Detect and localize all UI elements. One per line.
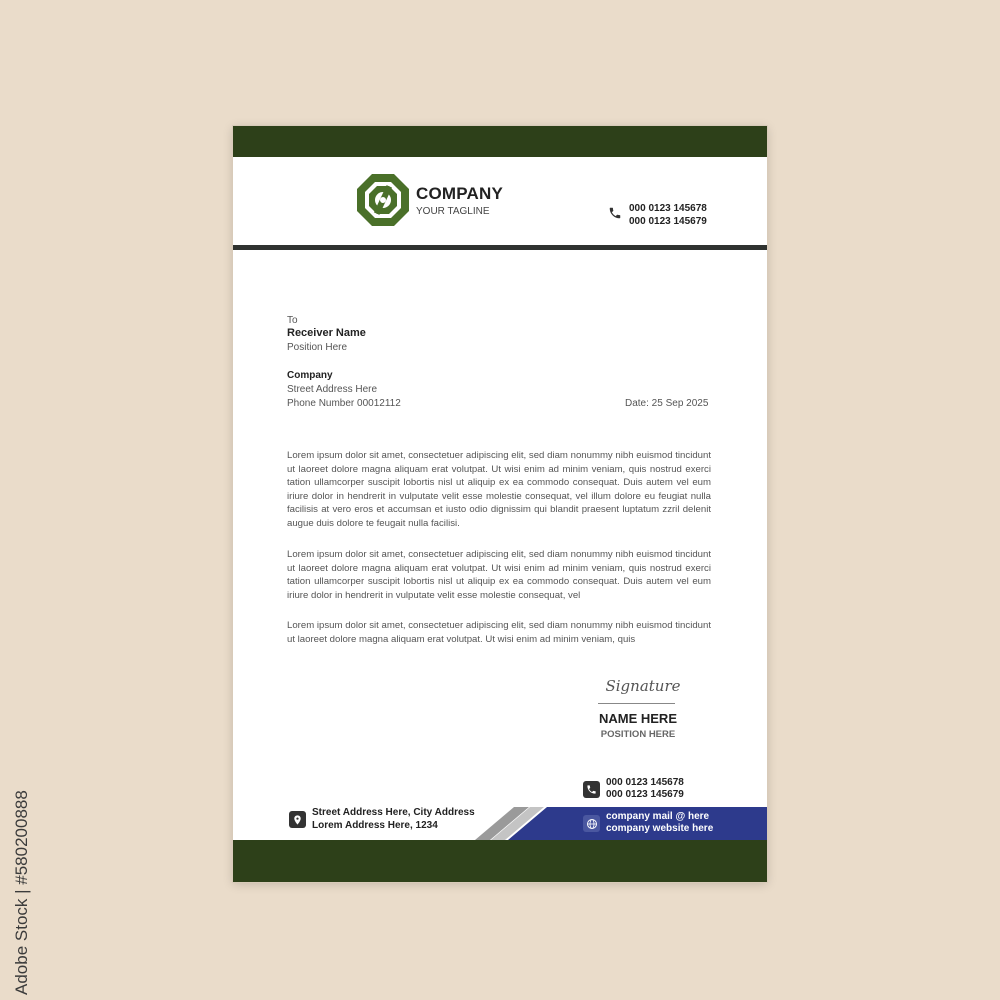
- signature-script: Signature: [605, 677, 681, 695]
- signer-name: NAME HERE: [598, 711, 677, 726]
- company-tagline: YOUR TAGLINE: [416, 206, 490, 217]
- company-name: COMPANY: [416, 184, 504, 203]
- stock-id-text: Adobe Stock | #580200888: [12, 790, 31, 995]
- to-label: To: [287, 315, 298, 326]
- body-paragraph-3: Lorem ipsum dolor sit amet, consectetuer adipiscing elit, sed diam nonummy nibh euismod tincidunt ut laoreet dolore magna aliquam erat volutpat. Ut wisi enim ad minim veniam, quis: [287, 620, 711, 645]
- signature-line: [598, 703, 675, 704]
- footer-web: [606, 811, 713, 835]
- footer-phone-1: 000 0123 145678: [606, 777, 684, 788]
- body-paragraph-1: Lorem ipsum dolor sit amet, consectetuer adipiscing elit, sed diam nonummy nibh euismod tincidunt ut laoreet dolore magna aliquam erat volutpat. Ut wisi enim ad minim veniam, quis nostrud exerci tation ullamcorper suscipit lobortis nisl ut aliquip ex ea commodo consequat. Duis autem vel eum iriure dolor in hendrerit in vulputate velit esse molestie consequat, vel illum dolore eu feugiat nulla facilisis at vero eros et accumsan et iusto odio dignissim qui blandit praesent luptatum zzril delenit augue duis dolore te feugait nulla facilisi.: [287, 450, 711, 529]
- letter-date: Date: 25 Sep 2025: [625, 398, 709, 409]
- location-pin-icon: [292, 814, 303, 826]
- header-phone-1: 000 0123 145678: [629, 203, 707, 214]
- header-divider: [233, 245, 767, 250]
- top-color-band: [233, 126, 767, 157]
- stock-id-watermark: [8, 755, 36, 1000]
- footer-email: company mail @ here: [606, 811, 710, 822]
- letterhead-page: [233, 126, 767, 882]
- recipient-company: Company: [287, 370, 333, 381]
- footer-phone-icon: [583, 781, 600, 798]
- receiver-name: Receiver Name: [287, 327, 366, 339]
- bottom-color-band: [233, 840, 767, 882]
- footer-phones: [606, 777, 684, 801]
- footer-address-line-1: Street Address Here, City Address: [312, 807, 475, 818]
- header-phone-2: 000 0123 145679: [629, 216, 707, 227]
- footer-phone-2: 000 0123 145679: [606, 789, 684, 800]
- header-phones: [629, 202, 707, 228]
- receiver-position: Position Here: [287, 342, 348, 353]
- footer-website: company website here: [606, 823, 714, 834]
- footer-address-line-2: Lorem Address Here, 1234: [312, 819, 438, 831]
- phone-icon: [608, 206, 622, 220]
- recipient-phone: Phone Number 00012112: [287, 398, 401, 409]
- footer-globe-icon: [583, 815, 600, 832]
- recipient-street: Street Address Here: [287, 384, 378, 395]
- footer-location-icon: [289, 811, 306, 828]
- logo-emblem-icon: [356, 173, 410, 227]
- globe-icon: [586, 818, 598, 830]
- signer-position: POSITION HERE: [600, 729, 676, 740]
- footer-address: [312, 807, 475, 832]
- body-paragraph-2: Lorem ipsum dolor sit amet, consectetuer adipiscing elit, sed diam nonummy nibh euismod tincidunt ut laoreet dolore magna aliquam erat volutpat. Ut wisi enim ad minim veniam, quis nostrud exerci tation ullamcorper suscipit lobortis nisl ut aliquip ex ea commodo consequat. Duis autem vel eum iriure dolor in hendrerit in vulputate velit esse molestie consequat, vel: [287, 549, 711, 601]
